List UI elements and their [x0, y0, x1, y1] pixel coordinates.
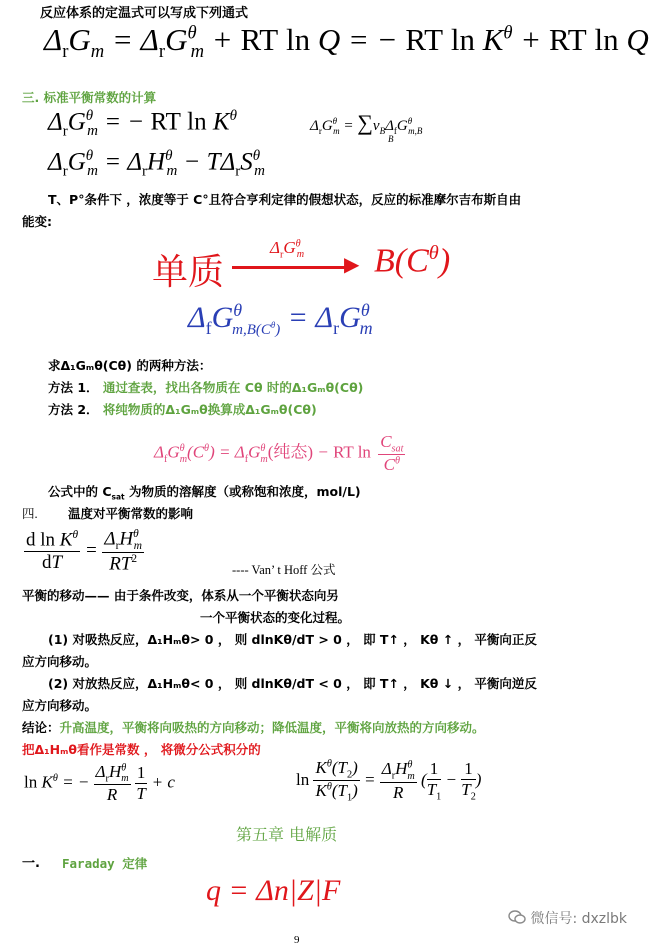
- two-temperature-vant-hoff: ln $\frac{K^\theta(T_2)}{K^\theta(T_1)}$ = $\frac{\Delta_rH^\theta_m}{R}$ ( $\frac{1}{T_1}$ − $\frac{1}{T_2}$ ): [296, 758, 482, 804]
- watermark-text: 微信号: dxzlbk: [530, 911, 628, 927]
- element-label: 单质: [152, 252, 225, 293]
- vant-hoff-equation: $\frac{d \ln K^\theta}{dT}$ = $\frac{\Delta_rH^\theta_m}{RT^2}$: [26, 528, 142, 575]
- tp-paragraph-line2: 能变:: [22, 214, 52, 229]
- formula-note: 公式中的 $C_{sat}$ 为物质的溶解度（或称饱和浓度，mol/L): [48, 484, 361, 502]
- method-2-text: 将纯物质的Δ₁Gₘθ换算成Δ₁Gₘθ(Cθ): [102, 402, 317, 417]
- faraday-law-formula: q = Δn|Z|F: [206, 874, 341, 907]
- method-2-label: 方法 2．: [48, 402, 99, 417]
- reaction-arrow-head-icon: ▶: [344, 252, 360, 276]
- method-1-text: 通过查表，找出各物质在 Cθ 时的Δ₁Gₘθ(Cθ): [102, 380, 364, 395]
- tp-paragraph-line1: T、P°条件下 ，浓度等于 C°且符合亨利定律的假想状态，反应的标准摩尔吉布斯自由: [48, 192, 522, 207]
- section-3-title: 三. 标准平衡常数的计算: [22, 90, 157, 105]
- shift-line2: 一个平衡状态的变化过程。: [200, 610, 351, 625]
- exothermic-line2: 应方向移动。: [22, 698, 98, 713]
- gibbs-helmholtz-formula: $\Delta_rG^\theta_m = \Delta_rH^\theta_m - T\Delta_rS^\theta_m$: [48, 148, 265, 180]
- formation-gibbs-formula: $\Delta_fG^\theta_{m,B(C^\theta)} = \Delta_rG^\theta_m$: [188, 300, 373, 338]
- endothermic-line1: (1) 对吸热反应，Δ₁Hₘθ> 0 ， 则 dlnKθ/dT > 0 ， 即 T↑ ， Kθ ↑ ， 平衡向正反: [48, 632, 537, 647]
- intro-text: 反应体系的定温式可以写成下列通式: [40, 6, 249, 21]
- section-4-title: 温度对平衡常数的影响: [68, 506, 194, 521]
- conclusion-label: 结论：: [22, 720, 60, 735]
- chapter-title: 第五章 电解质: [236, 825, 338, 844]
- vant-hoff-label: ---- Van’ t Hoff 公式: [232, 563, 336, 577]
- standard-gibbs-formula: $\Delta_rG^\theta_m$ = − RT $\ln K^\theta$: [48, 108, 237, 140]
- conversion-formula: $\Delta_fG^\theta_m(C^\theta) = \Delta_fG^\theta_m$(纯态) − RT ln $\frac{C_{sat}}{C^\theta}$: [154, 432, 404, 475]
- methods-heading: 求Δ₁Gₘθ(Cθ) 的两种方法：: [48, 358, 212, 373]
- integrate-note: 把Δ₁Hₘθ看作是常数 ， 将微分公式积分的: [22, 742, 261, 757]
- solute-state: $B(C^\theta)$: [374, 242, 451, 280]
- faraday-number: 一.: [22, 856, 40, 871]
- page-number: 9: [294, 934, 300, 946]
- endothermic-line2: 应方向移动。: [22, 654, 98, 669]
- shift-line1: 平衡的移动—— 由于条件改变，体系从一个平衡状态向另: [22, 588, 339, 603]
- method-2: [48, 400, 317, 418]
- method-1: [48, 378, 363, 396]
- sum-formula: $\Delta_rG^\theta_m = \sum\nu_B\Delta_fG^\theta_{m,B}$ B: [310, 110, 423, 144]
- wechat-icon: [508, 909, 526, 925]
- faraday-title: Faraday 定律: [62, 856, 148, 871]
- exothermic-line1: (2) 对放热反应，Δ₁Hₘθ< 0 ， 则 dlnKθ/dT < 0 ， 即 T↑ ， Kθ ↓ ， 平衡向逆反: [48, 676, 537, 691]
- arrow-label: $\Delta_rG^\theta_m$: [270, 238, 305, 261]
- conclusion: [22, 718, 485, 736]
- conclusion-text: 升高温度，平衡将向吸热的方向移动；降低温度，平衡将向放热的方向移动。: [59, 720, 485, 735]
- watermark: [508, 908, 627, 928]
- section-4-number: 四.: [22, 507, 38, 521]
- integrated-vant-hoff: $\ln K^\theta$ = − $\frac{\Delta_rH^\theta_m}{R}$ $\frac{1}{T}$ + c: [24, 762, 175, 805]
- method-1-label: 方法 1．: [48, 380, 99, 395]
- gibbs-isotherm-formula: $\Delta_rG_m = \Delta_rG^\theta_m$ + RT ln Q = − RT $\ln K^\theta$ + RT ln Q: [44, 22, 649, 63]
- reaction-arrow-line: [232, 266, 352, 269]
